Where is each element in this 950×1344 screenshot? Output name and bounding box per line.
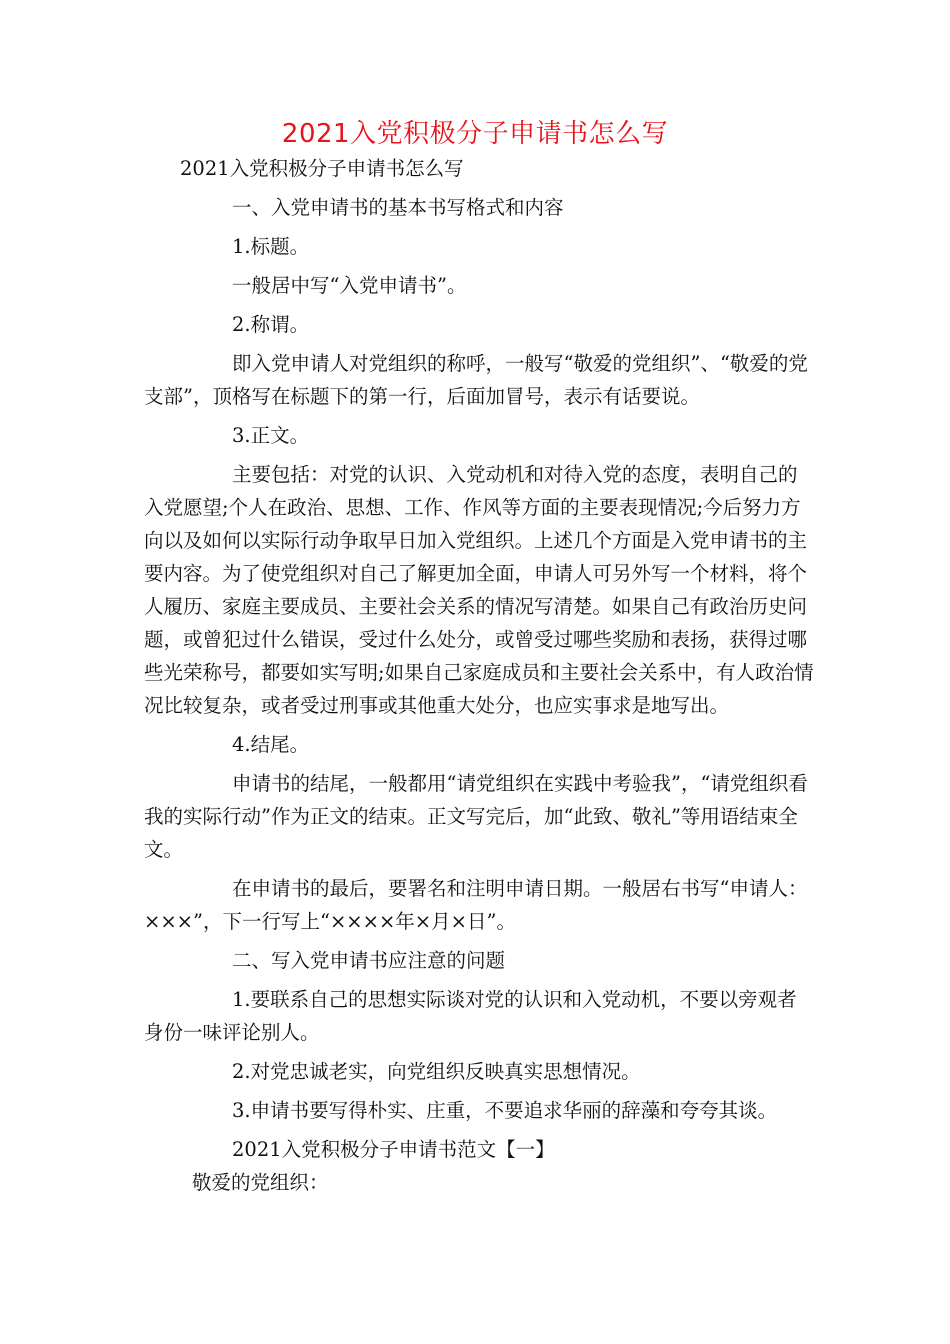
item-heading-body: 3.正文。	[232, 424, 310, 447]
item-heading-title: 1.标题。	[232, 235, 310, 258]
section-heading-1: 一、入党申请书的基本书写格式和内容	[232, 196, 564, 219]
document-title: 2021入党积极分子申请书怎么写	[281, 119, 669, 149]
paragraph: 1.要联系自己的思想实际谈对党的认识和入党动机，不要以旁观者身份一味评论别人。	[144, 988, 797, 1044]
document-subtitle: 2021入党积极分子申请书怎么写	[180, 157, 464, 180]
paragraph: 3.申请书要写得朴实、庄重，不要追求华丽的辞藻和夸夸其谈。	[232, 1099, 778, 1122]
paragraph: 一般居中写“入党申请书”。	[232, 274, 467, 297]
paragraph: 2.对党忠诚老实，向党组织反映真实思想情况。	[232, 1060, 641, 1083]
paragraph: 即入党申请人对党组织的称呼，一般写“敬爱的党组织”、“敬爱的党支部”，顶格写在标题下的第一行，后面加冒号，表示有话要说。	[144, 352, 808, 408]
greeting: 敬爱的党组织：	[192, 1171, 329, 1194]
paragraph: 主要包括：对党的认识、入党动机和对待入党的态度，表明自己的入党愿望;个人在政治、思想、工作、作风等方面的主要表现情况;今后努力方向以及如何以实际行动争取早日加入党组织。上述几个方面是入党申请书的主要内容。为了使党组织对自己了解更加全面，申请人可另外写一个材料，将个人履历、家庭主要成员、主要社会关系的情况写清楚。如果自己有政治历史问题，或曾犯过什么错误，受过什么处分，或曾受过哪些奖励和表扬，获得过哪些光荣称号，都要如实写明;如果自己家庭成员和主要社会关系中，有人政治情况比较复杂，或者受过刑事或其他重大处分，也应实事求是地写出。	[144, 463, 814, 717]
document-body	[144, 152, 816, 1199]
sample-heading: 2021入党积极分子申请书范文【一】	[232, 1138, 555, 1161]
section-heading-2: 二、写入党申请书应注意的问题	[232, 949, 506, 972]
paragraph: 在申请书的最后，要署名和注明申请日期。一般居右书写“申请人：×××”，下一行写上“××××年×月×日”。	[144, 877, 808, 933]
paragraph: 申请书的结尾，一般都用“请党组织在实践中考验我”，“请党组织看我的实际行动”作为正文的结束。正文写完后，加“此致、敬礼”等用语结束全文。	[144, 772, 808, 861]
item-heading-ending: 4.结尾。	[232, 733, 310, 756]
item-heading-salutation: 2.称谓。	[232, 313, 310, 336]
